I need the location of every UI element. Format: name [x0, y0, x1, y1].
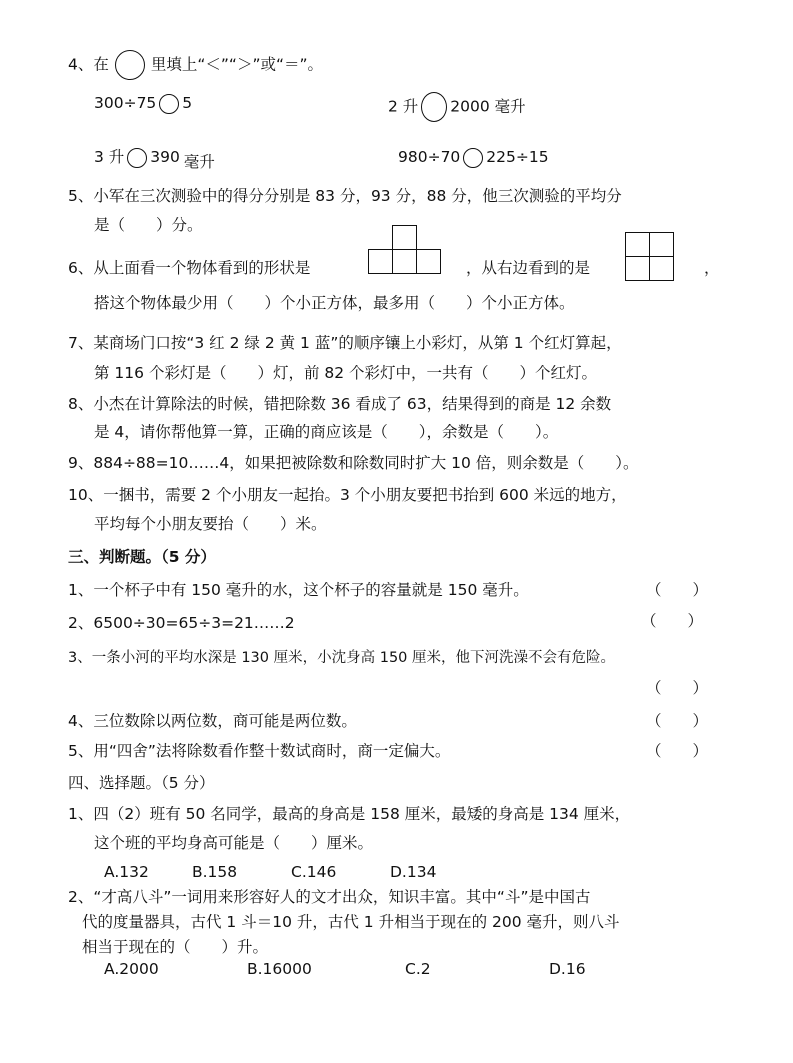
choice-q1-line2: 这个班的平均身高可能是（ ）厘米。: [94, 834, 374, 852]
circle-icon: [115, 50, 145, 80]
q5-line1: 5、小军在三次测验中的得分分别是 83 分，93 分，88 分，他三次测验的平均分: [68, 187, 622, 205]
q7-line2: 第 116 个彩灯是（ ）灯，前 82 个彩灯中，一共有（ ）个红灯。: [94, 364, 598, 382]
judge-item-5: 5、用“四舍”法将除数看作整十数试商时，商一定偏大。: [68, 742, 451, 760]
q4-b-left: 2 升: [388, 97, 419, 116]
choice-q1-option-a[interactable]: A.132: [104, 863, 149, 881]
choice-q2-option-d[interactable]: D.16: [549, 960, 586, 978]
q8-line2: 是 4，请你帮他算一算，正确的商应该是（ ），余数是（ ）。: [94, 423, 559, 441]
q8-line1: 8、小杰在计算除法的时候，错把除数 36 看成了 63，结果得到的商是 12 余数: [68, 395, 612, 413]
q10-line2: 平均每个小朋友要抬（ ）米。: [94, 515, 327, 533]
choice-q2-option-c[interactable]: C.2: [405, 960, 431, 978]
judge-item-4: 4、三位数除以两位数，商可能是两位数。: [68, 712, 357, 730]
choice-q2-line3: 相当于现在的（ ）升。: [82, 938, 269, 956]
q5-line2: 是（ ）分。: [94, 216, 203, 234]
answer-circle[interactable]: [421, 92, 447, 122]
q4-c-left: 3 升: [94, 148, 125, 166]
q4-item-b: [388, 92, 526, 122]
q6-part3: ，: [704, 259, 720, 277]
q6-part2: ，从右边看到的是: [466, 259, 591, 277]
choice-q1-line1: 1、四（2）班有 50 名同学，最高的身高是 158 厘米，最矮的身高是 134 厘米，: [68, 805, 631, 823]
q4-a-right: 5: [182, 94, 193, 112]
answer-circle[interactable]: [463, 148, 483, 168]
section4-title: 四、选择题。（5 分）: [68, 774, 215, 792]
q4-post: 里填上“＜”“＞”或“＝”。: [150, 55, 324, 74]
q4-d-right: 225÷15: [486, 148, 549, 166]
q4-item-c: [94, 146, 215, 171]
q4-d-left: 980÷70: [398, 148, 461, 166]
choice-q2-line1: 2、“才高八斗”一词用来形容好人的文才出众，知识丰富。其中“斗”是中国古: [68, 888, 591, 906]
choice-q1-option-b[interactable]: B.158: [192, 863, 238, 881]
q4-instruction: [68, 50, 323, 80]
q10-line1: 10、一捆书，需要 2 个小朋友一起抬。3 个小朋友要把书抬到 600 米远的地方，: [68, 486, 627, 504]
choice-q2-option-b[interactable]: B.16000: [247, 960, 312, 978]
judge-paren-3[interactable]: （ ）: [646, 679, 709, 697]
q4-item-d: [398, 146, 549, 168]
judge-paren-2[interactable]: （ ）: [641, 612, 704, 630]
choice-q2-option-a[interactable]: A.2000: [104, 960, 159, 978]
choice-q2-line2: 代的度量器具，古代 1 斗＝10 升，古代 1 升相当于现在的 200 毫升，则八斗: [82, 913, 620, 931]
choice-q1-option-c[interactable]: C.146: [291, 863, 337, 881]
q4-c-right-unit: 毫升: [183, 153, 215, 171]
q4-a-left: 300÷75: [94, 94, 157, 112]
judge-paren-4[interactable]: （ ）: [646, 712, 709, 730]
q6-line2: 搭这个物体最少用（ ）个小正方体，最多用（ ）个小正方体。: [94, 294, 575, 312]
judge-paren-5[interactable]: （ ）: [646, 742, 709, 760]
q4-pre: 4、在: [68, 55, 109, 74]
judge-item-3: 3、一条小河的平均水深是 130 厘米，小沈身高 150 厘米，他下河洗澡不会有危险。: [68, 650, 616, 666]
q9-line1: 9、884÷88=10……4，如果把被除数和除数同时扩大 10 倍，则余数是（ ）。: [68, 454, 639, 472]
answer-circle[interactable]: [127, 148, 147, 168]
q4-b-right: 2000 毫升: [450, 97, 526, 116]
section3-title: 三、判断题。（5 分）: [68, 548, 216, 566]
answer-circle[interactable]: [159, 94, 179, 114]
q4-c-right-num: 390: [150, 148, 180, 166]
judge-item-1: 1、一个杯子中有 150 毫升的水，这个杯子的容量就是 150 毫升。: [68, 581, 529, 599]
q7-line1: 7、某商场门口按“3 红 2 绿 2 黄 1 蓝”的顺序镶上小彩灯，从第 1 个红灯算起，: [68, 334, 622, 352]
judge-item-2: 2、6500÷30=65÷3=21……2: [68, 614, 295, 632]
q4-item-a: [94, 92, 192, 114]
q6-part1: 6、从上面看一个物体看到的形状是: [68, 259, 311, 277]
choice-q1-option-d[interactable]: D.134: [390, 863, 437, 881]
judge-paren-1[interactable]: （ ）: [646, 581, 709, 599]
